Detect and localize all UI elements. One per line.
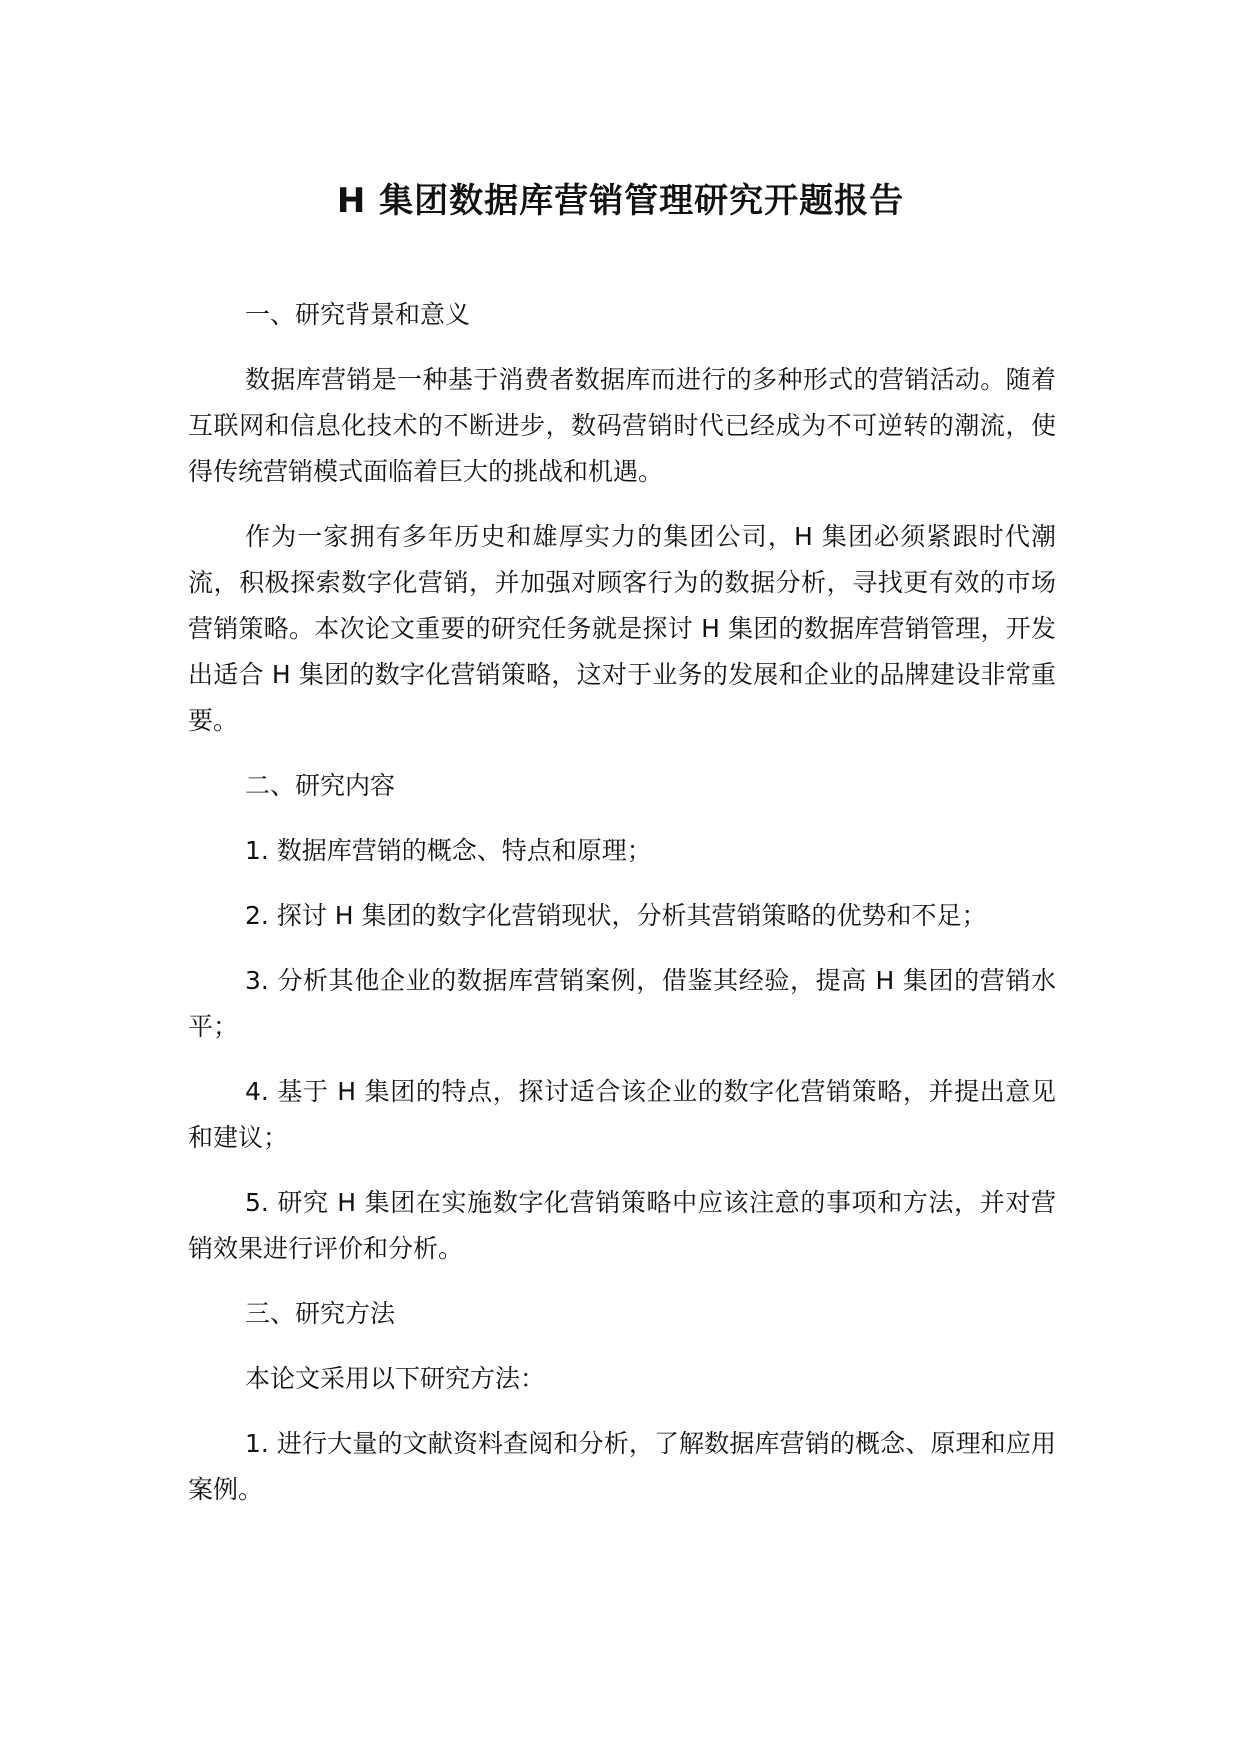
section-heading-content: 二、研究内容 [245,771,396,800]
list-item: 5. 研究 H 集团在实施数字化营销策略中应该注意的事项和方法，并对营销效果进行评价和分析。 [188,1188,1056,1263]
section-heading-background: 一、研究背景和意义 [245,300,471,329]
document-body [188,292,1056,1532]
paragraph: 本论文采用以下研究方法： [245,1364,546,1393]
paragraph: 数据库营销是一种基于消费者数据库而进行的多种形式的营销活动。随着互联网和信息化技术的不断进步，数码营销时代已经成为不可逆转的潮流，使得传统营销模式面临着巨大的挑战和机遇。 [188,365,1056,486]
list-item: 3. 分析其他企业的数据库营销案例，借鉴其经验，提高 H 集团的营销水平； [188,966,1056,1041]
document-title: H 集团数据库营销管理研究开题报告 [336,181,905,221]
section-heading-method: 三、研究方法 [245,1299,396,1328]
list-item: 1. 进行大量的文献资料查阅和分析，了解数据库营销的概念、原理和应用案例。 [188,1429,1056,1504]
paragraph: 作为一家拥有多年历史和雄厚实力的集团公司，H 集团必须紧跟时代潮流，积极探索数字化营销，并加强对顾客行为的数据分析，寻找更有效的市场营销策略。本次论文重要的研究任务就是探讨 H 集团的数据库营销管理，开发出适合 H 集团的数字化营销策略，这对于业务的发展和企业的品牌建设非常重要。 [188,522,1056,735]
list-item: 1. 数据库营销的概念、特点和原理； [245,836,652,865]
list-item: 2. 探讨 H 集团的数字化营销现状，分析其营销策略的优势和不足； [245,901,987,930]
list-item: 4. 基于 H 集团的特点，探讨适合该企业的数字化营销策略，并提出意见和建议； [188,1077,1056,1152]
